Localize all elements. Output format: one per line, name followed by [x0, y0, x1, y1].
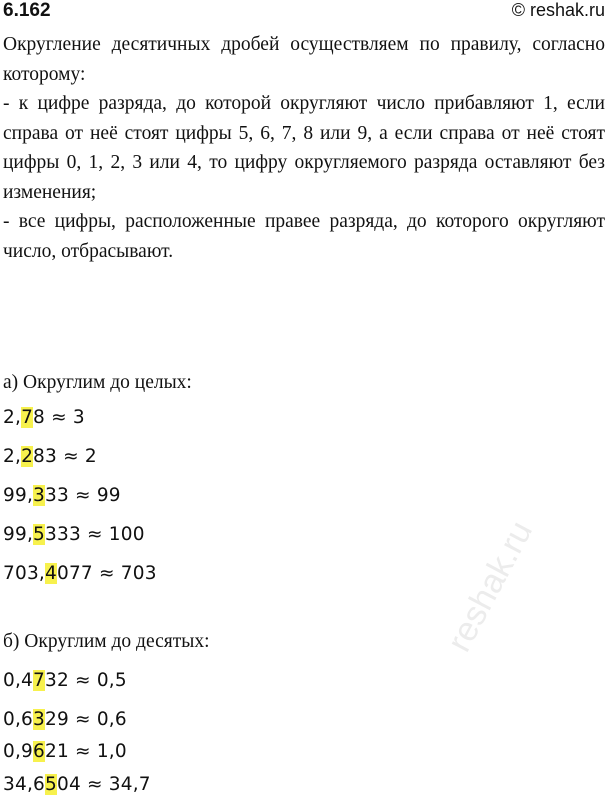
number-prefix: 2, — [3, 407, 22, 428]
rounding-digit-highlight: 7 — [33, 670, 46, 691]
number-suffix: 8 ≈ 3 — [33, 407, 85, 428]
part-a-row — [3, 485, 121, 506]
rounding-digit-highlight: 2 — [21, 446, 34, 467]
rounding-digit-highlight: 3 — [33, 709, 46, 730]
rounding-digit-highlight: 4 — [45, 563, 57, 584]
part-b-row — [3, 670, 127, 691]
rounding-digit-highlight: 6 — [33, 741, 46, 762]
number-suffix: 33 ≈ 99 — [45, 485, 121, 506]
rules-intro: Округление десятичных дробей осуществляем по правилу, согласно которому: — [3, 34, 605, 85]
part-a-row — [3, 446, 97, 467]
part-a-row — [3, 407, 85, 428]
part-b-row — [3, 741, 127, 762]
part-b-title: б) Округлим до десятых: — [3, 631, 210, 652]
number-suffix: 21 ≈ 1,0 — [45, 741, 127, 762]
number-prefix: 99, — [3, 485, 34, 506]
number-prefix: 0,4 — [3, 670, 34, 691]
number-prefix: 0,9 — [3, 741, 34, 762]
part-b-row — [3, 774, 151, 795]
number-suffix: 333 ≈ 100 — [45, 524, 145, 545]
rule-drop-digits: - все цифры, расположенные правее разряда, до которого округляют число, отбрасывают. — [3, 211, 605, 262]
site-credit: © reshak.ru — [511, 0, 605, 20]
number-suffix: 32 ≈ 0,5 — [45, 670, 127, 691]
number-suffix: 83 ≈ 2 — [33, 446, 97, 467]
number-suffix: 04 ≈ 34,7 — [56, 774, 151, 795]
task-number: 6.162 — [3, 0, 51, 21]
part-a-row — [3, 524, 145, 545]
number-prefix: 34,6 — [3, 774, 45, 795]
rule-round-up: - к цифре разряда, до которой округляют число прибавляют 1, если справа от неё стоят цифры 5, 6, 7, 8 или 9, а если справа от неё стоят цифры 0, 1, 2, 3 или 4, то цифру округляемого разряда оставляют без изменения; — [3, 93, 605, 203]
header — [3, 0, 605, 22]
watermark: reshak.ru — [440, 514, 541, 658]
rounding-digit-highlight: 7 — [21, 407, 34, 428]
number-suffix: 29 ≈ 0,6 — [45, 709, 127, 730]
rounding-digit-highlight: 5 — [45, 774, 57, 795]
number-prefix: 0,6 — [3, 709, 34, 730]
part-b-row — [3, 709, 127, 730]
part-a-row — [3, 563, 157, 584]
part-a-title: а) Округлим до целых: — [3, 372, 192, 393]
rounding-digit-highlight: 3 — [33, 485, 46, 506]
rounding-digit-highlight: 5 — [33, 524, 46, 545]
number-prefix: 2, — [3, 446, 22, 467]
number-prefix: 703, — [3, 563, 45, 584]
rounding-rules — [3, 30, 605, 266]
number-suffix: 077 ≈ 703 — [56, 563, 157, 584]
number-prefix: 99, — [3, 524, 34, 545]
